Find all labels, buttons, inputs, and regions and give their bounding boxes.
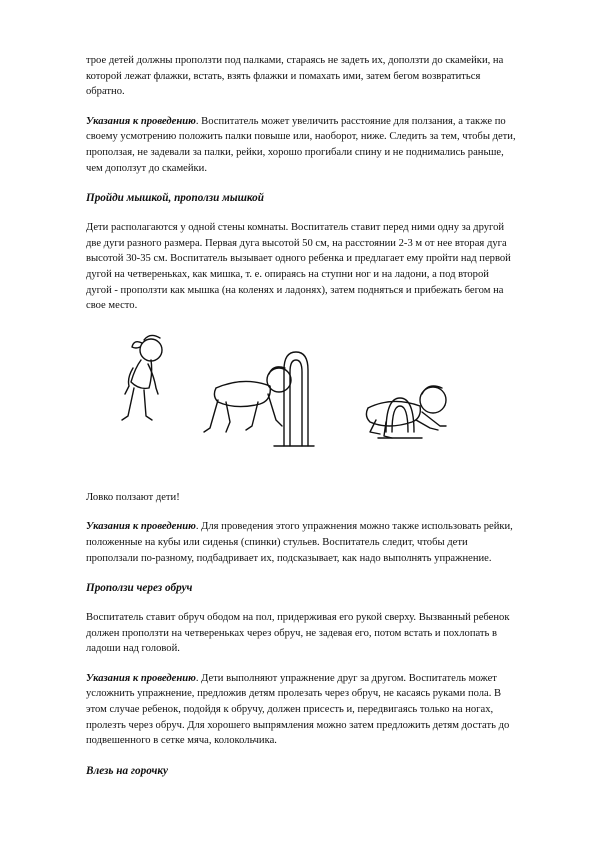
instructions-text: . Дети выполняют упражнение друг за другом. Воспитатель может усложнить упражнение, предложив детям пролезать через обруч, не касаясь руками пола. В этом случае ребенок, подойдя к обручу, должен присесть и, передвигаясь только на ногах, пролезть через обруч. Для хорошего выпрямления можно затем предложить детям достать до подвешенного в сетке мяча, колокольчика. xyxy=(86,672,510,747)
illustration-caption: Ловко ползают дети! xyxy=(86,491,180,503)
instructions-lead: Указания к проведению xyxy=(86,115,196,127)
paragraph-hoop-game: Воспитатель ставит обруч ободом на пол, придерживая его рукой сверху. Вызванный ребенок должен проползти на четвереньках через обруч, не задевая его, потом встать и похлопать в ладоши над головой. xyxy=(86,612,510,655)
bear-crawling-child-figure xyxy=(204,367,291,432)
instructions-lead: Указания к проведению xyxy=(86,672,196,684)
paragraph-instructions-2 xyxy=(86,519,516,566)
paragraph-mouse-game: Дети располагаются у одной стены комнаты. Воспитатель ставит перед ними одну за другой две дуги разного размера. Первая дуга высотой 50 см, на расстоянии 2-3 м от нее вторая дуга высотой 30-35 см. Воспитатель вызывает одного ребенка и предлагает ему пройти над первой дугой на четвереньках, как мишка, т. е. опираясь на ступни ног и на ладони, а под второй дугой - проползти как мышка (на коленях и ладонях), затем подняться и прибежать бегом на свое место. xyxy=(86,222,511,312)
paragraph-instructions-3 xyxy=(86,671,516,749)
document-page xyxy=(86,53,516,779)
paragraph-intro: трое детей должны проползти под палками, стараясь не задеть их, доползти до скамейки, на которой лежат флажки, встать, взять флажки и помахать ими, затем бегом возвратиться обратно. xyxy=(86,55,504,98)
standing-child-figure xyxy=(122,335,162,420)
instructions-text: . Воспитатель может увеличить расстояние для ползания, а также по своему усмотрению положить палки повыше или, наоборот, ниже. Следить за тем, чтобы дети, проползая, не задевали за палки, рейки, хорошо прогибали спину и не поднимались раньше, чем доползут до скамейки. xyxy=(86,115,516,174)
heading-hoop-game: Проползи через обруч xyxy=(86,582,193,595)
instructions-text: . Для проведения этого упражнения можно также использовать рейки, положенные на кубы или сиденья (спинки) стульев. Воспитатель следит, чтобы дети проползали по-разному, подбадривает их, подсказывает, как надо выполнять упражнение. xyxy=(86,521,513,564)
illustration-drawing xyxy=(86,328,516,478)
heading-hill-game: Влезь на горочку xyxy=(86,764,169,777)
paragraph-instructions-1 xyxy=(86,114,516,176)
instructions-lead: Указания к проведению xyxy=(86,521,196,533)
first-arch-shape xyxy=(274,352,314,446)
crawling-children-illustration xyxy=(86,328,516,478)
heading-mouse-game: Пройди мышкой, проползи мышкой xyxy=(86,192,264,205)
